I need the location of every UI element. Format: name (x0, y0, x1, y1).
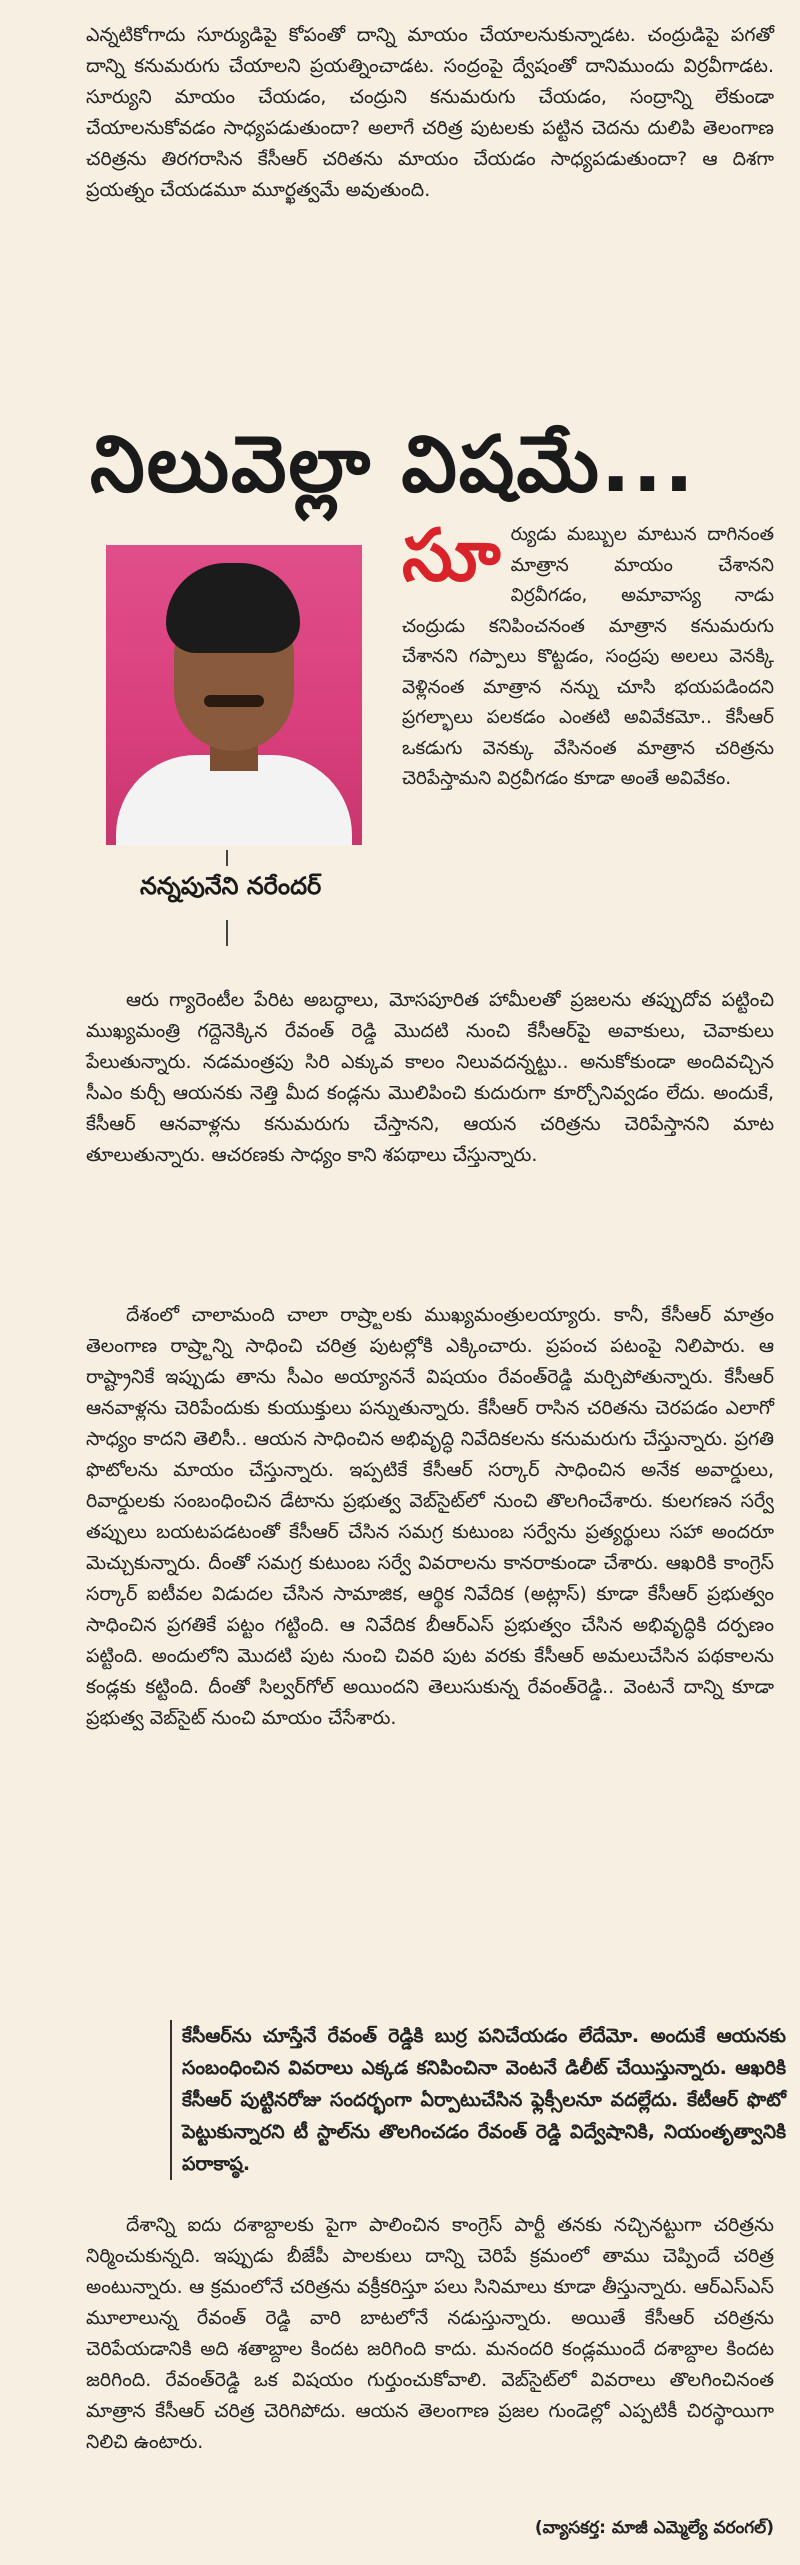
body-paragraph-3: దేశాన్ని ఐదు దశాబ్దాలకు పైగా పాలించిన కాంగ్రెస్ పార్టీ తనకు నచ్చినట్టుగా చరిత్రను నిర్మించుకున్నది. ఇప్పుడు బీజేపీ పాలకులు దాన్ని చెరిపే క్రమంలో తాము చెప్పిందే చరిత్ర అంటున్నారు. ఆ క్రమంలోనే చరిత్రను వక్రీకరిస్తూ పలు సినిమాలు కూడా తీస్తున్నారు. ఆర్‌ఎస్‌ఎస్ మూలాలున్న రేవంత్ రెడ్డి వారి బాటలోనే నడుస్తున్నారు. అయితే కేసీఆర్ చరిత్రను చెరిపేయడానికి అది శతాబ్దాల కిందట జరిగింది కాదు. మనందరి కండ్లముందే దశాబ్దాల కిందట జరిగింది. రేవంత్‌రెడ్డి ఒక విషయం గుర్తుంచుకోవాలి. వెబ్‌సైట్‌లో వివరాలు తొలగించినంత మాత్రాన కేసీఆర్ చరిత్ర చెరిగిపోదు. ఆయన తెలంగాణ ప్రజల గుండెల్లో ఎప్పటికీ చిరస్థాయిగా నిలిచి ఉంటారు. (86, 2214, 774, 2453)
body-paragraph-1: ఆరు గ్యారెంటీల పేరిట అబద్ధాలు, మోసపూరిత హామీలతో ప్రజలను తప్పుదోవ పట్టించి ముఖ్యమంత్రి గద్దెనెక్కిన రేవంత్ రెడ్డి మొదటి నుంచి కేసీఆర్‌పై అవాకులు, చెవాకులు పేలుతున్నారు. నడమంత్రపు సిరి ఎక్కువ కాలం నిలువదన్నట్టు.. అనుకోకుండా అందివచ్చిన సీఎం కుర్చీ ఆయనకు నెత్తి మీద కండ్లను మొలిపించి కుదురుగా కూర్చోనివ్వడం లేదు. అందుకే, కేసీఆర్ ఆనవాళ్లను కనుమరుగు చేస్తానని, ఆయన చరిత్రను చెరిపేస్తానని మాట తూలుతున్నారు. ఆచరణకు సాధ్యం కాని శపథాలు చేస్తున్నారు. (86, 989, 774, 1166)
author-photo (106, 545, 362, 845)
lead-paragraph: ర్యుడు మబ్బుల మాటున దాగినంత మాత్రాన మాయం చేశానని విర్రవీగడం, అమావాస్య నాడు చంద్రుడు కనిపించనంత మాత్రాన కనుమరుగు చేశానని గప్పాలు కొట్టడం, సంద్రపు అలలు వెనక్కి వెళ్లినంత మాత్రాన నన్ను చూసి భయపడిందని ప్రగల్భాలు పలకడం ఎంతటి అవివేకమో.. కేసీఆర్ ఒకడుగు వెనక్కు వేసినంత మాత్రాన చరిత్రను చెరిపేస్తామని విర్రవీగడం కూడా అంతే అవివేకం. (402, 524, 774, 789)
pull-quote-text: కేసీఆర్‌ను చూస్తేనే రేవంత్ రెడ్డికి బుర్ర పనిచేయడం లేదేమో. అందుకే ఆయనకు సంబంధించిన వివరాలు ఎక్కడ కనిపించినా వెంటనే డిలీట్ చేయిస్తున్నారు. ఆఖరికి కేసీఆర్ పుట్టినరోజు సందర్భంగా ఏర్పాటుచేసిన ఫ్లెక్సీలనూ వదల్లేదు. కేటీఆర్ ఫొటో పెట్టుకున్నారని టీ స్టాల్‌ను తొలగించడం రేవంత్ రెడ్డి విద్వేషానికి, నియంతృత్వానికి పరాకాష్ఠ. (182, 2025, 786, 2175)
author-byline: నన్నపునేని నరేందర్ (140, 872, 322, 900)
headline: నిలువెల్లా విషమే... (90, 420, 696, 510)
author-credit: (వ్యాసకర్త: మాజీ ఎమ్మెల్యే వరంగల్) (534, 2518, 774, 2538)
byline-rule-bottom (226, 920, 228, 946)
lead-column (402, 513, 774, 795)
byline-rule-top (226, 850, 228, 866)
drop-cap: సూ (402, 513, 501, 597)
intro-paragraph: ఎన్నటికోగాదు సూర్యుడిపై కోపంతో దాన్ని మాయం చేయాలనుకున్నాడట. చంద్రుడిపై పగతో దాన్ని కనుమరుగు చేయాలని ప్రయత్నించాడట. సంద్రంపై ద్వేషంతో దానిముందు విర్రవీగాడట. సూర్యుని మాయం చేయడం, చంద్రుని కనుమరుగు చేయడం, సంద్రాన్ని లేకుండా చేయాలనుకోవడం సాధ్యపడుతుందా? అలాగే చరిత్ర పుటలకు పట్టిన చెదను దులిపి తెలంగాణ చరిత్రను తిరగరాసిన కేసీఆర్ చరితను మాయం చేయడం సాధ్యపడుతుందా? ఆ దిశగా ప్రయత్నం చేయడమూ మూర్ఖత్వమే అవుతుంది. (86, 24, 774, 201)
body-paragraph-2: దేశంలో చాలామంది చాలా రాష్ర్టాలకు ముఖ్యమంత్రులయ్యారు. కానీ, కేసీఆర్ మాత్రం తెలంగాణ రాష్ర్టాన్ని సాధించి చరిత్ర పుటల్లోకి ఎక్కించారు. ప్రపంచ పటంపై నిలిపారు. ఆ రాష్ట్రానికే ఇప్పుడు తాను సీఎం అయ్యాననే విషయం రేవంత్‌రెడ్డి మర్చిపోతున్నారు. కేసీఆర్ ఆనవాళ్లను చెరిపేందుకు కుయుక్తులు పన్నుతున్నారు. కేసీఆర్ రాసిన చరితను చెరపడం ఎలాగో సాధ్యం కాదని తెలిసీ.. ఆయన సాధించిన అభివృద్ధి నివేదికలను కనుమరుగు చేస్తున్నారు. ప్రగతి ఫొటోలను మాయం చేస్తున్నారు. ఇప్పటికే కేసీఆర్ సర్కార్ సాధించిన అనేక అవార్డులు, రివార్డులకు సంబంధించిన డేటాను ప్రభుత్వ వెబ్‌సైట్‌లో నుంచి తొలగించేశారు. కులగణన సర్వే తప్పులు బయటపడటంతో కేసీఆర్ చేసిన సమగ్ర కుటుంబ సర్వేను ప్రత్యర్థులు సహా అందరూ మెచ్చుకున్నారు. దీంతో సమగ్ర కుటుంబ సర్వే వివరాలను కానరాకుండా చేశారు. ఆఖరికి కాంగ్రెస్ సర్కార్ ఐటీవల విడుదల చేసిన సామాజిక, ఆర్థిక నివేదిక (అట్లాస్) కూడా కేసీఆర్ ప్రభుత్వం సాధించిన ప్రగతికే పట్టం గట్టింది. ఆ నివేదిక బీఆర్‌ఎస్ ప్రభుత్వం చేసిన అభివృద్ధికి దర్పణం పట్టింది. అందులోని మొదటి పుట నుంచి చివరి పుట వరకు కేసీఆర్ అమలుచేసిన పథకాలను కండ్లకు కట్టింది. దీంతో సిల్వర్‌గోల్ అయిందని తెలుసుకున్న రేవంత్‌రెడ్డి.. వెంటనే దాన్ని కూడా ప్రభుత్వ వెబ్‌సైట్ నుంచి మాయం చేసేశారు. (86, 1304, 774, 1729)
pull-quote (170, 2020, 786, 2180)
